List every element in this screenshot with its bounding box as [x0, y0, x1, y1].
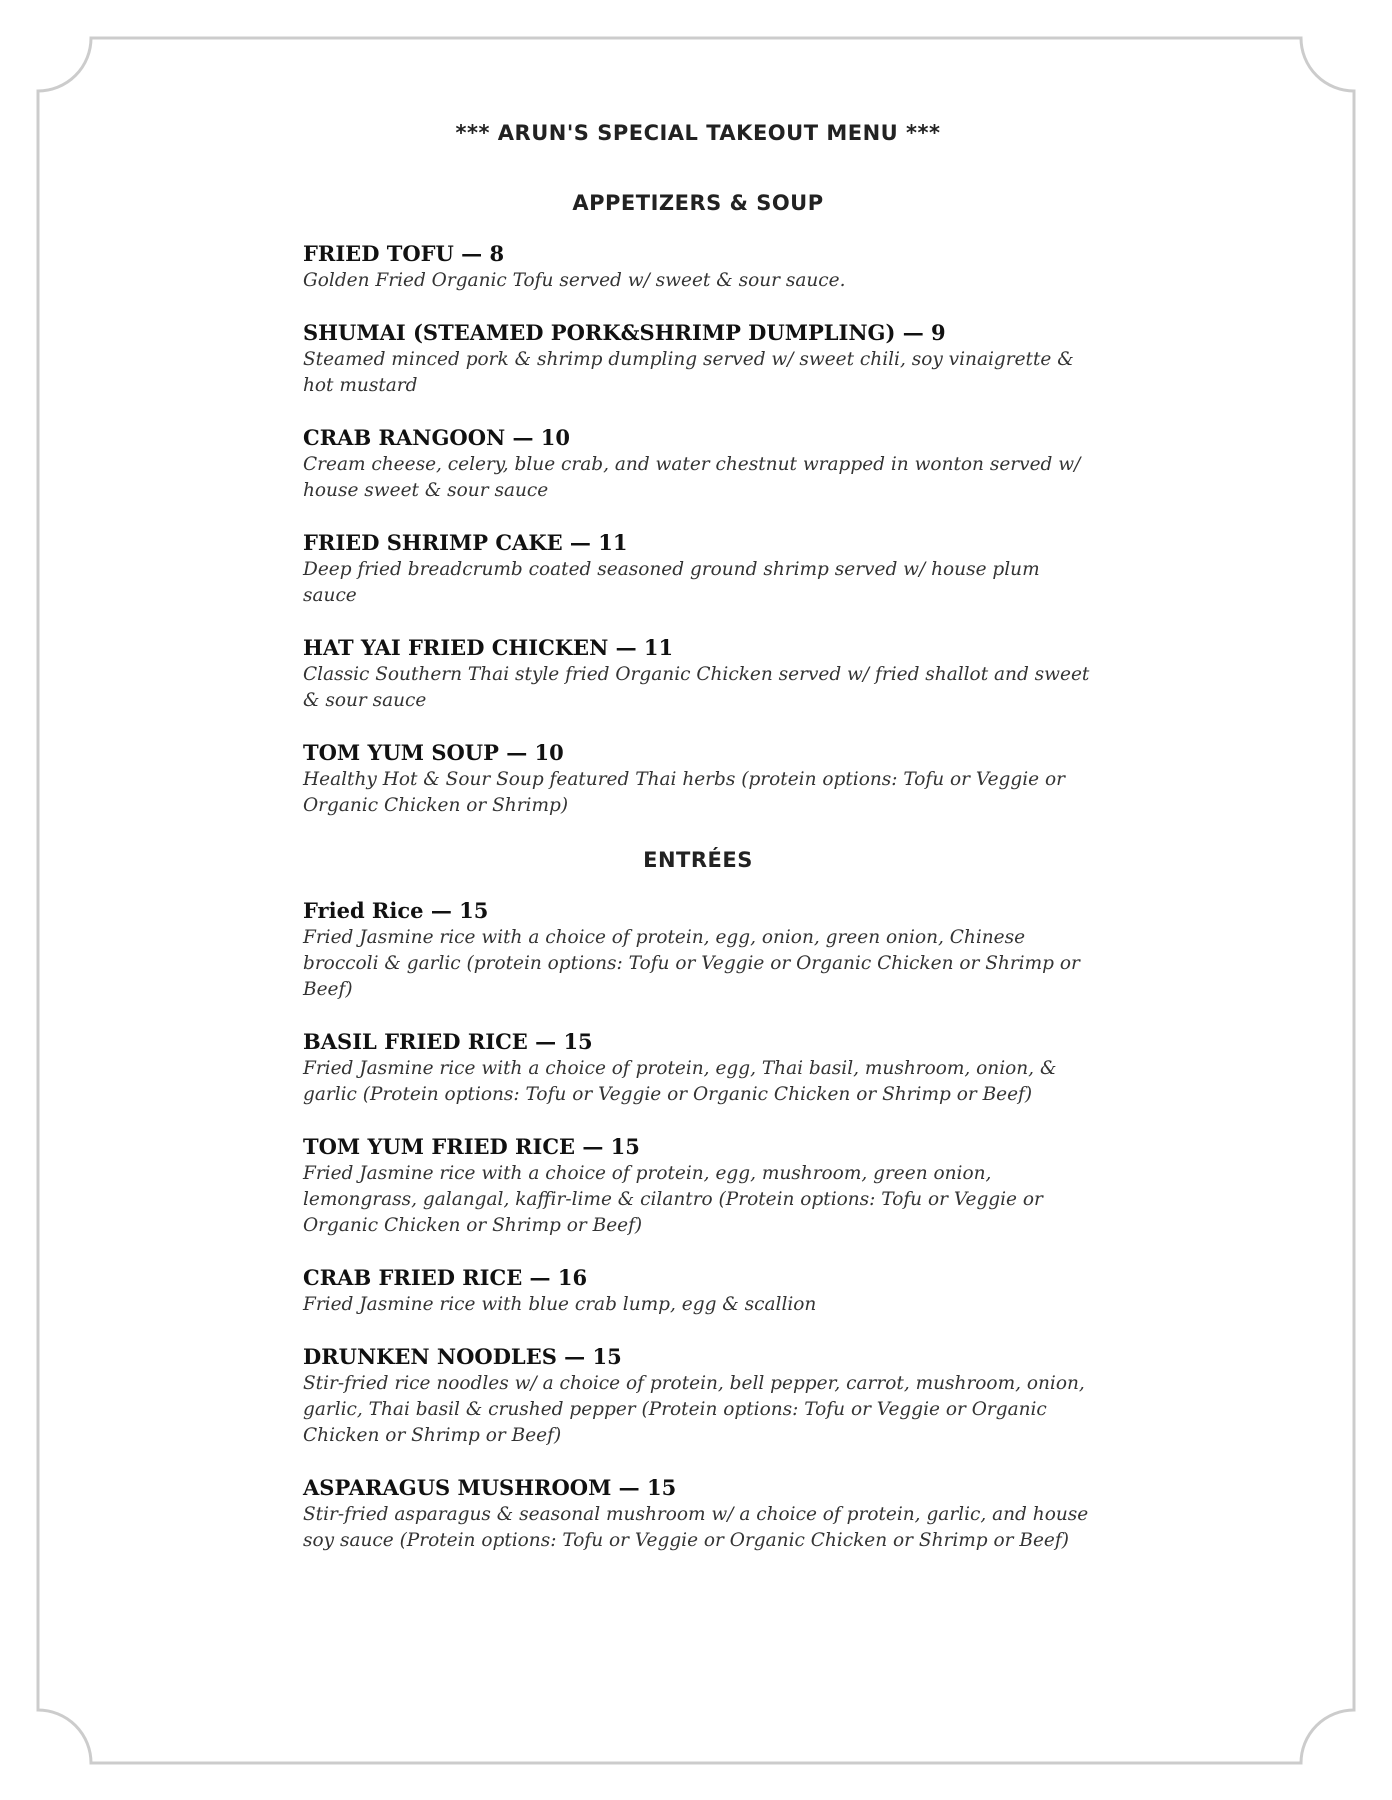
menu-item — [303, 1474, 1093, 1554]
entrees-list — [303, 897, 1093, 1554]
menu-item — [303, 240, 1093, 294]
menu-item — [303, 424, 1093, 504]
item-name: TOM YUM FRIED RICE — 15 — [303, 1134, 640, 1159]
item-description: Golden Fried Organic Tofu served w/ sweet & sour sauce. — [303, 270, 846, 291]
item-name: Fried Rice — 15 — [303, 898, 489, 923]
menu-item — [303, 529, 1093, 609]
item-name: CRAB RANGOON — 10 — [303, 425, 571, 450]
item-description: Fried Jasmine rice with a choice of protein, egg, mushroom, green onion, lemongrass, galangal, kaffir-lime & cilantro (Protein options: Tofu or Veggie or Organic Chicken or Shrimp or Beef) — [303, 1163, 1043, 1236]
menu-item — [303, 897, 1093, 1003]
menu-item — [303, 1264, 1093, 1318]
item-description: Cream cheese, celery, blue crab, and water chestnut wrapped in wonton served w/ house sweet & sour sauce — [303, 454, 1081, 501]
item-description: Steamed minced pork & shrimp dumpling served w/ sweet chili, soy vinaigrette & hot mustard — [303, 349, 1074, 396]
menu-item — [303, 634, 1093, 714]
item-name: FRIED TOFU — 8 — [303, 241, 505, 266]
item-name: CRAB FRIED RICE — 16 — [303, 1265, 588, 1290]
menu-item — [303, 739, 1093, 819]
menu-item — [303, 1343, 1093, 1449]
menu-item — [303, 1133, 1093, 1239]
item-description: Deep fried breadcrumb coated seasoned ground shrimp served w/ house plum sauce — [303, 559, 1040, 606]
appetizers-list — [303, 240, 1093, 819]
item-description: Fried Jasmine rice with blue crab lump, egg & scallion — [303, 1294, 817, 1315]
section-heading-entrees: ENTRÉES — [643, 848, 753, 872]
item-description: Fried Jasmine rice with a choice of protein, egg, Thai basil, mushroom, onion, & garlic (Protein options: Tofu or Veggie or Organic Chicken or Shrimp or Beef) — [303, 1058, 1057, 1105]
item-name: FRIED SHRIMP CAKE — 11 — [303, 530, 628, 555]
item-description: Stir-fried rice noodles w/ a choice of protein, bell pepper, carrot, mushroom, onion, garlic, Thai basil & crushed pepper (Protein options: Tofu or Veggie or Organic Chicken or Shrimp or Beef) — [303, 1373, 1085, 1446]
item-description: Healthy Hot & Sour Soup featured Thai herbs (protein options: Tofu or Veggie or Organic Chicken or Shrimp) — [303, 769, 1065, 816]
menu-content — [303, 118, 1093, 1579]
item-name: TOM YUM SOUP — 10 — [303, 740, 564, 765]
item-name: BASIL FRIED RICE — 15 — [303, 1029, 593, 1054]
menu-title: *** ARUN'S SPECIAL TAKEOUT MENU *** — [455, 121, 941, 145]
item-description: Stir-fried asparagus & seasonal mushroom w/ a choice of protein, garlic, and house soy sauce (Protein options: Tofu or Veggie or Organic Chicken or Shrimp or Beef) — [303, 1504, 1089, 1551]
item-name: DRUNKEN NOODLES — 15 — [303, 1344, 622, 1369]
item-name: SHUMAI (STEAMED PORK&SHRIMP DUMPLING) — 9 — [303, 320, 946, 345]
menu-item — [303, 1028, 1093, 1108]
menu-item — [303, 319, 1093, 399]
item-name: HAT YAI FRIED CHICKEN — 11 — [303, 635, 674, 660]
section-heading-appetizers: APPETIZERS & SOUP — [572, 191, 824, 215]
item-name: ASPARAGUS MUSHROOM — 15 — [303, 1475, 677, 1500]
item-description: Classic Southern Thai style fried Organic Chicken served w/ fried shallot and sweet & sour sauce — [303, 664, 1090, 711]
item-description: Fried Jasmine rice with a choice of protein, egg, onion, green onion, Chinese broccoli & garlic (protein options: Tofu or Veggie or Organic Chicken or Shrimp or Beef) — [303, 927, 1080, 1000]
